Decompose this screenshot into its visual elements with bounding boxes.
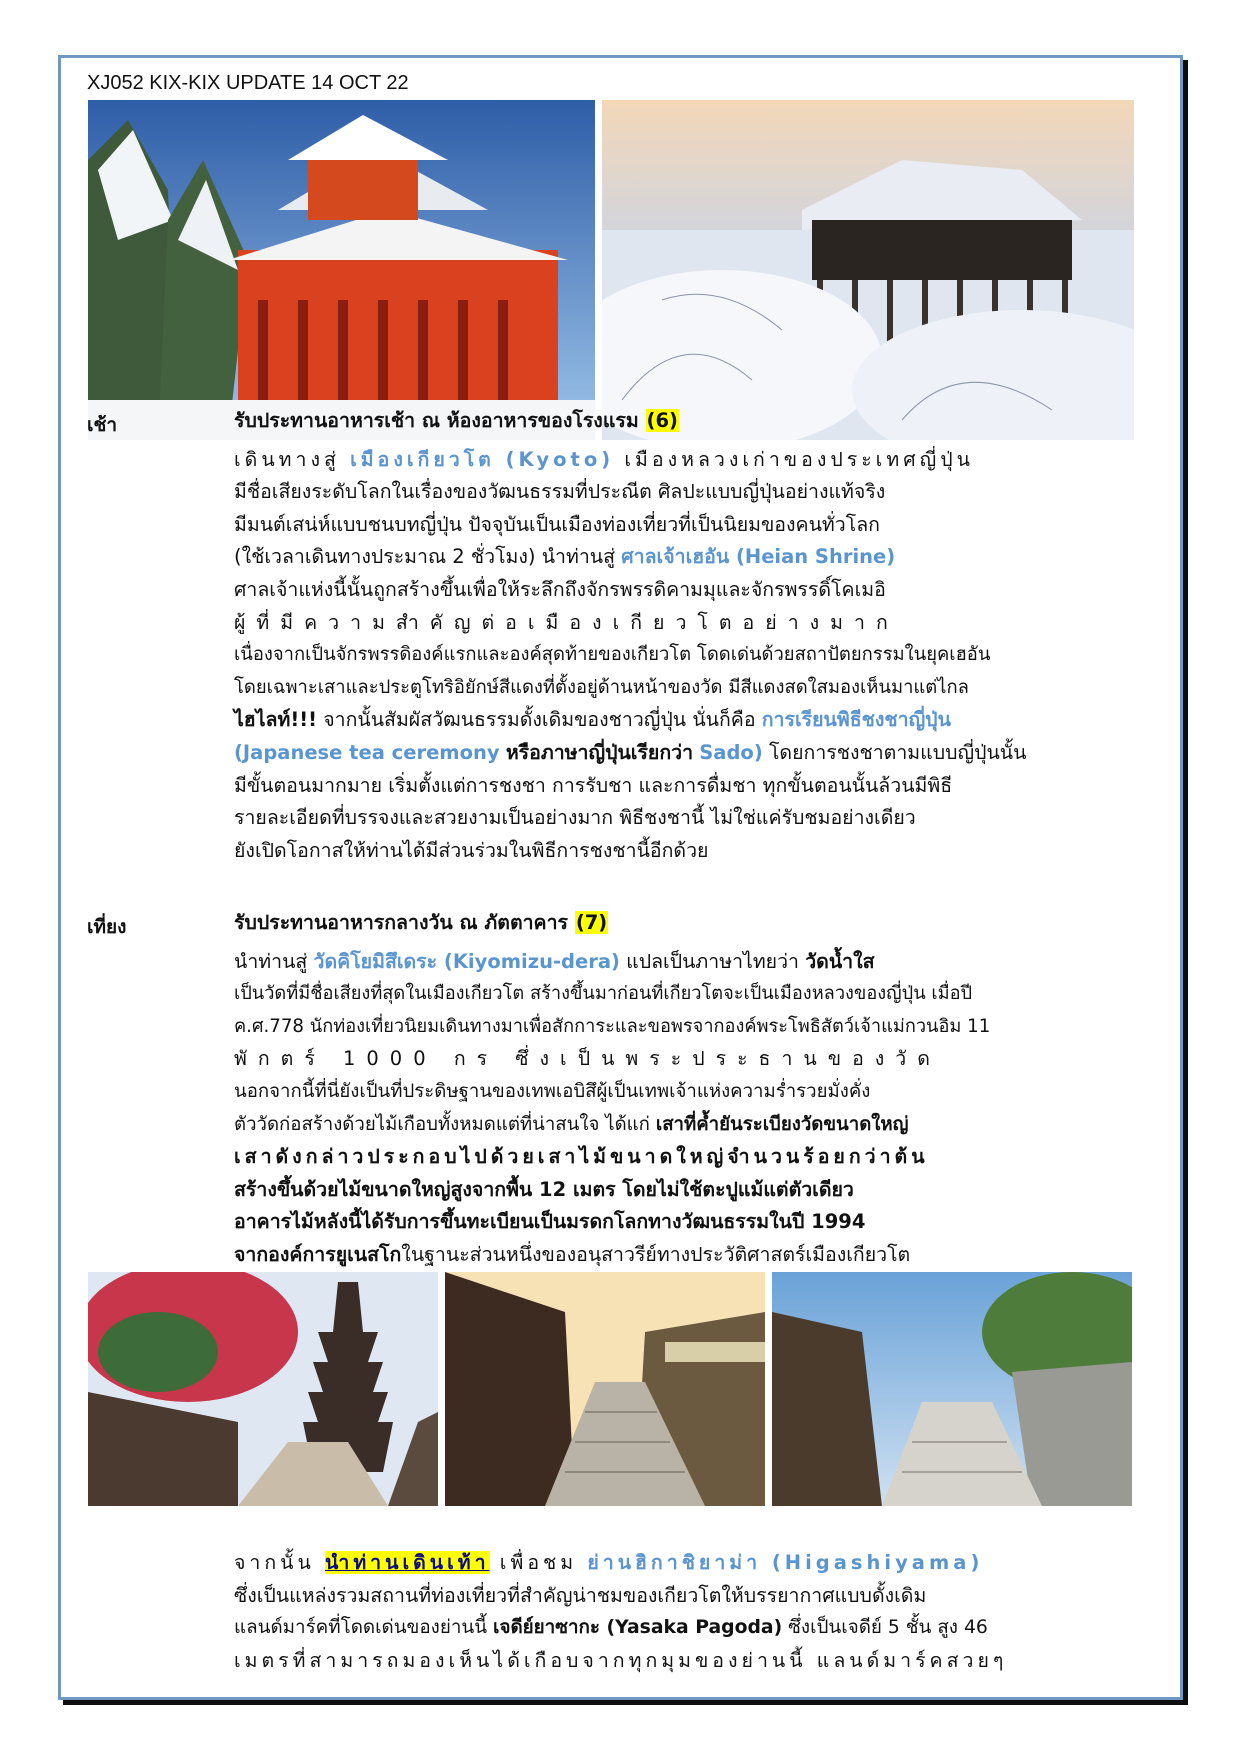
heian-shrine-name: ศาลเจ้าเฮอัน (Heian Shrine) <box>621 545 896 569</box>
noon-meal-text: รับประทานอาหารกลางวัน ณ ภัตตาคาร <box>234 911 569 934</box>
pillar-highlight: เสาที่ค้ำยันระเบียงวัดขนาดใหญ่ <box>655 1113 909 1135</box>
heritage-text: ในฐานะส่วนหนึ่งของอนุสาวรีย์ทางประวัติศาสตร์เมืองเกียวโต <box>401 1242 911 1266</box>
tea-method: โดยการชงชาตามแบบญี่ปุ่นนั้น <box>768 740 1027 764</box>
morning-meal-line <box>234 405 1142 438</box>
kiyomizu-line-10 <box>234 1239 1142 1272</box>
kiyomizu-line-5: นอกจากนี้ที่นี่ยังเป็นที่ประดิษฐานของเทพเอบิสึผู้เป็นเทพเจ้าแห่งความร่ำรวยมั่งคั่ง <box>234 1080 871 1102</box>
kyoto-name: เมืองเกียวโต (Kyoto) <box>350 447 615 471</box>
walk-line-2: ซึ่งเป็นแหล่งรวมสถานที่ท่องเที่ยวที่สำคัญน่าชมของเกียวโตให้บรรยากาศแบบดั้งเดิม <box>234 1583 927 1607</box>
tea-line-5: ยังเปิดโอกาสให้ท่านได้มีส่วนร่วมในพิธีการชงชานี้อีกด้วย <box>234 838 709 862</box>
morning-label: เช้า <box>87 414 118 436</box>
kyoto-line-2: มีชื่อเสียงระดับโลกในเรื่องของวัฒนธรรมที่ประณีต ศิลปะแบบญี่ปุ่นอย่างแท้จริง <box>234 480 886 504</box>
walk-line-3 <box>234 1612 1142 1645</box>
higashiyama-street-photo <box>772 1272 1132 1506</box>
walk-line-1 <box>234 1547 1142 1580</box>
kyoto-line-1 <box>234 444 1142 477</box>
kyoto-line-4 <box>234 541 1142 574</box>
travel-time-text: (ใช้เวลาเดินทางประมาณ 2 ชั่วโมง) นำท่านสู่ <box>234 545 616 569</box>
sado-name: Sado) <box>699 740 763 764</box>
kiyomizu-line-2: เป็นวัดที่มีชื่อเสียงที่สุดในเมืองเกียวโต สร้างขึ้นมาก่อนที่เกียวโตจะเป็นเมืองหลวงของญี่ปุ่น เมื่อปี <box>234 983 973 1005</box>
tea-intro: จากนั้นสัมผัสวัฒนธรรมดั้งเดิมของชาวญี่ปุ่น นั่นก็คือ <box>323 708 756 732</box>
pagoda-desc: ซึ่งเป็นเจดีย์ 5 ชั้น สูง 46 <box>788 1617 988 1639</box>
kiyomizu-line-1 <box>234 946 1142 979</box>
heian-line-3: เนื่องจากเป็นจักรพรรดิองค์แรกและองค์สุดท้ายของเกียวโต โดดเด่นด้วยสถาปัตยกรรมในยุคเฮอัน <box>234 644 991 666</box>
kyoto-desc: เมืองหลวงเก่าของประเทศญี่ปุ่น <box>624 447 974 471</box>
kyoto-line-3: มีมนต์เสน่ห์แบบชนบทญี่ปุ่น ปัจจุบันเป็นเมืองท่องเที่ยวที่เป็นนิยมของคนทั่วโลก <box>234 512 880 536</box>
clear-water-temple: วัดน้ำใส <box>805 949 875 973</box>
yasaka-pagoda-name: เจดีย์ยาซากะ (Yasaka Pagoda) <box>493 1617 783 1639</box>
kiyomizu-line-6 <box>234 1109 1142 1142</box>
heian-line-1: ศาลเจ้าแห่งนี้นั้นถูกสร้างขึ้นเพื่อให้ระลึกถึงจักรพรรดิคามมุและจักรพรรดิ์โคเมอิ <box>234 577 886 601</box>
walk-on-foot: นำท่านเดินเท้า <box>325 1551 490 1574</box>
kiyomizu-line-3: ค.ศ.778 นักท่องเที่ยวนิยมเดินทางมาเพื่อสักการะและขอพรจากองค์พระโพธิสัตว์เจ้าแม่กวนอิม 11 <box>234 1015 991 1037</box>
noon-meal-number: (7) <box>575 911 608 934</box>
kiyomizu-dera-snow-photo <box>602 100 1134 440</box>
noon-section <box>234 907 1142 1272</box>
morning-meal-text: รับประทานอาหารเช้า ณ ห้องอาหารของโรงแรม <box>234 409 639 432</box>
unesco-text: จากองค์การยูเนสโก <box>234 1242 402 1266</box>
kyoto-intro: เดินทางสู่ <box>234 447 340 471</box>
tea-line-2 <box>234 737 1142 770</box>
heian-shrine-snow-photo <box>88 100 595 440</box>
kiyomizu-line-7: เสาดังกล่าวประกอบไปด้วยเสาไม้ขนาดใหญ่จำนวนร้อยกว่าต้น <box>234 1145 929 1169</box>
tea-called: หรือภาษาญี่ปุ่นเรียกว่า <box>505 740 694 764</box>
tea-ceremony-name: การเรียนพิธีชงชาญี่ปุ่น <box>761 708 951 732</box>
walk-to-see: เพื่อชม <box>499 1551 578 1574</box>
walk-section <box>234 1547 1142 1677</box>
yasaka-pagoda-street-photo <box>88 1272 438 1506</box>
kiyomizu-translation: แปลเป็นภาษาไทยว่า <box>626 949 800 973</box>
heian-line-2: ผู้ที่มีความสำคัญต่อเมืองเกียวโตอย่างมาก <box>234 610 899 634</box>
noon-meal-line <box>234 907 1142 940</box>
kiyomizu-line-8: สร้างขึ้นด้วยไม้ขนาดใหญ่สูงจากพื้น 12 เมตร โดยไม่ใช้ตะปูแม้แต่ตัวเดียว <box>234 1177 854 1201</box>
walk-line-4: เมตรที่สามารถมองเห็นได้เกือบจากทุกมุมของย่านนี้ แลนด์มาร์คสวยๆ <box>234 1648 1008 1672</box>
noon-label: เที่ยง <box>87 916 127 938</box>
tea-line-3: มีขั้นตอนมากมาย เริ่มตั้งแต่การชงชา การรับชา และการดื่มชา ทุกขั้นตอนนั้นล้วนมีพิธี <box>234 773 953 797</box>
morning-section <box>234 405 1142 867</box>
document-header: XJ052 KIX-KIX UPDATE 14 OCT 22 <box>87 72 409 94</box>
pillar-intro: ตัววัดก่อสร้างด้วยไม้เกือบทั้งหมดแต่ที่น่าสนใจ ได้แก่ <box>234 1113 650 1135</box>
tea-line-1 <box>234 704 1142 737</box>
tea-line-4: รายละเอียดที่บรรจงและสวยงามเป็นอย่างมาก พิธีชงชานี้ ไม่ใช่แค่รับชมอย่างเดียว <box>234 806 916 830</box>
kiyomizu-name: วัดคิโยมิสึเดระ (Kiyomizu-dera) <box>313 949 620 973</box>
tea-ceremony-en: (Japanese tea ceremony <box>234 740 500 764</box>
kiyomizu-line-4: พักตร์ 1000 กร ซึ่งเป็นพระประธานของวัด <box>234 1047 941 1071</box>
sannenzaka-street-photo <box>445 1272 765 1506</box>
higashiyama-name: ย่านฮิกาชิยาม่า (Higashiyama) <box>587 1551 984 1574</box>
highlight-label: ไฮไลท์!!! <box>234 708 317 732</box>
morning-meal-number: (6) <box>646 409 678 432</box>
landmark-intro: แลนด์มาร์คที่โดดเด่นของย่านนี้ <box>234 1617 488 1639</box>
kiyomizu-intro: นำท่านสู่ <box>234 949 308 973</box>
heian-line-4: โดยเฉพาะเสาและประตูโทริอิยักษ์สีแดงที่ตั้งอยู่ด้านหน้าของวัด มีสีแดงสดใสมองเห็นมาแต่ไกล <box>234 676 969 698</box>
kiyomizu-line-9: อาคารไม้หลังนี้ได้รับการขึ้นทะเบียนเป็นมรดกโลกทางวัฒนธรรมในปี 1994 <box>234 1210 866 1234</box>
walk-intro: จากนั้น <box>234 1551 315 1574</box>
